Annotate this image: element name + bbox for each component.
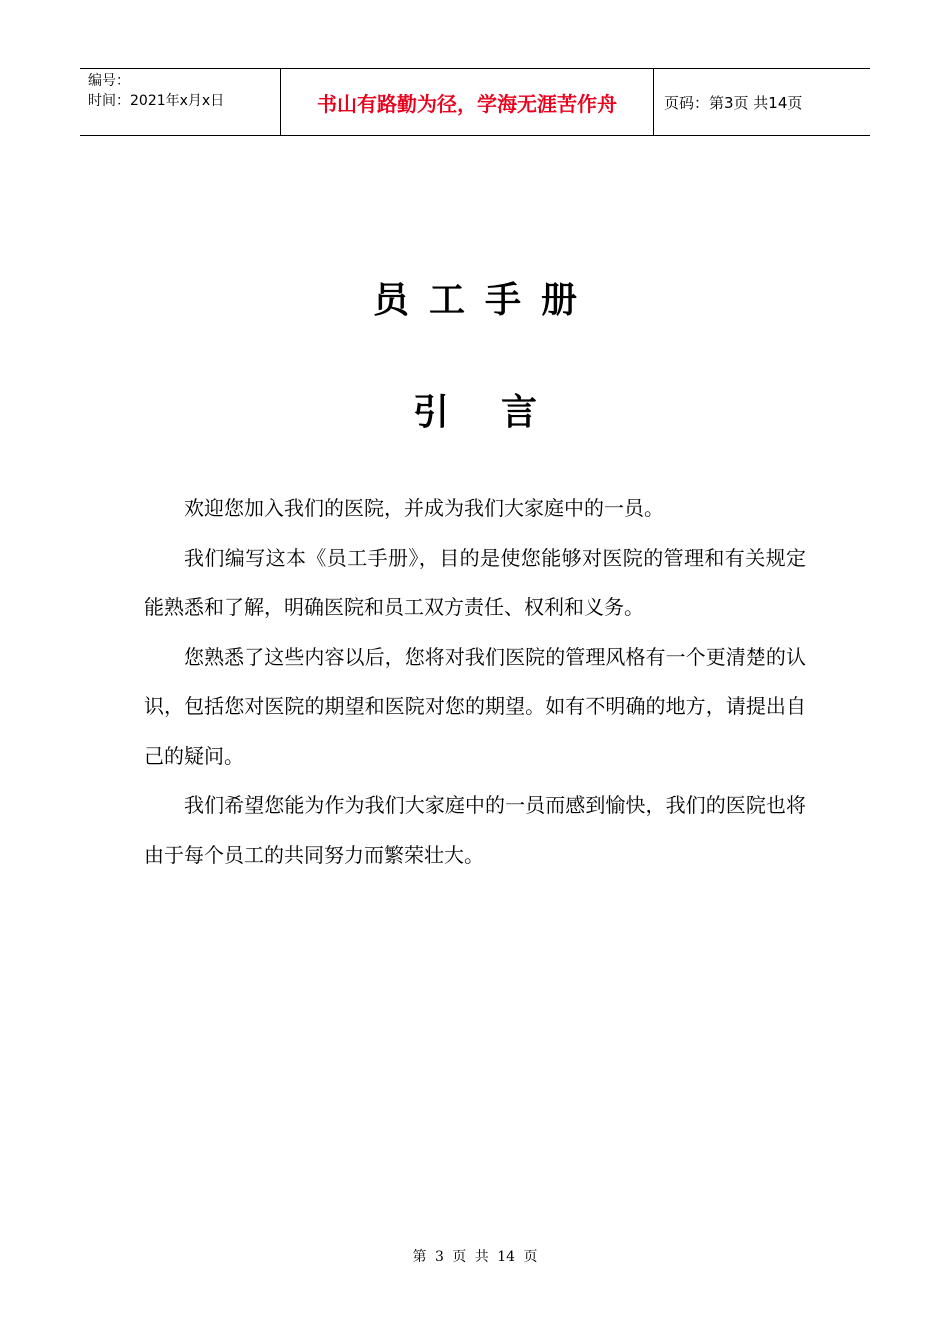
- header-meta-cell: [80, 69, 281, 135]
- body-text: [144, 484, 806, 880]
- section-title: 引言: [412, 392, 589, 433]
- page-header: [80, 68, 870, 136]
- header-page-info: 页码：第3页 共14页: [664, 93, 803, 112]
- paragraph: 您熟悉了这些内容以后，您将对我们医院的管理风格有一个更清楚的认识，包括您对医院的期望和医院对您的期望。如有不明确的地方，请提出自己的疑问。: [144, 644, 806, 768]
- document-title: 员工手册: [372, 280, 597, 321]
- paragraph: 欢迎您加入我们的医院，并成为我们大家庭中的一员。: [184, 496, 664, 520]
- date-label: 时间：2021年x月x日: [88, 93, 225, 109]
- paragraph: 我们希望您能为作为我们大家庭中的一员而感到愉快，我们的医院也将由于每个员工的共同努力而繁荣壮大。: [144, 793, 806, 867]
- header-motto: 书山有路勤为径，学海无涯苦作舟: [281, 69, 654, 135]
- number-label: 编号：: [88, 73, 130, 89]
- page-footer: 第 3 页 共 14 页: [412, 1249, 538, 1265]
- paragraph: 我们编写这本《员工手册》，目的是使您能够对医院的管理和有关规定能熟悉和了解，明确医院和员工双方责任、权利和义务。: [144, 545, 806, 619]
